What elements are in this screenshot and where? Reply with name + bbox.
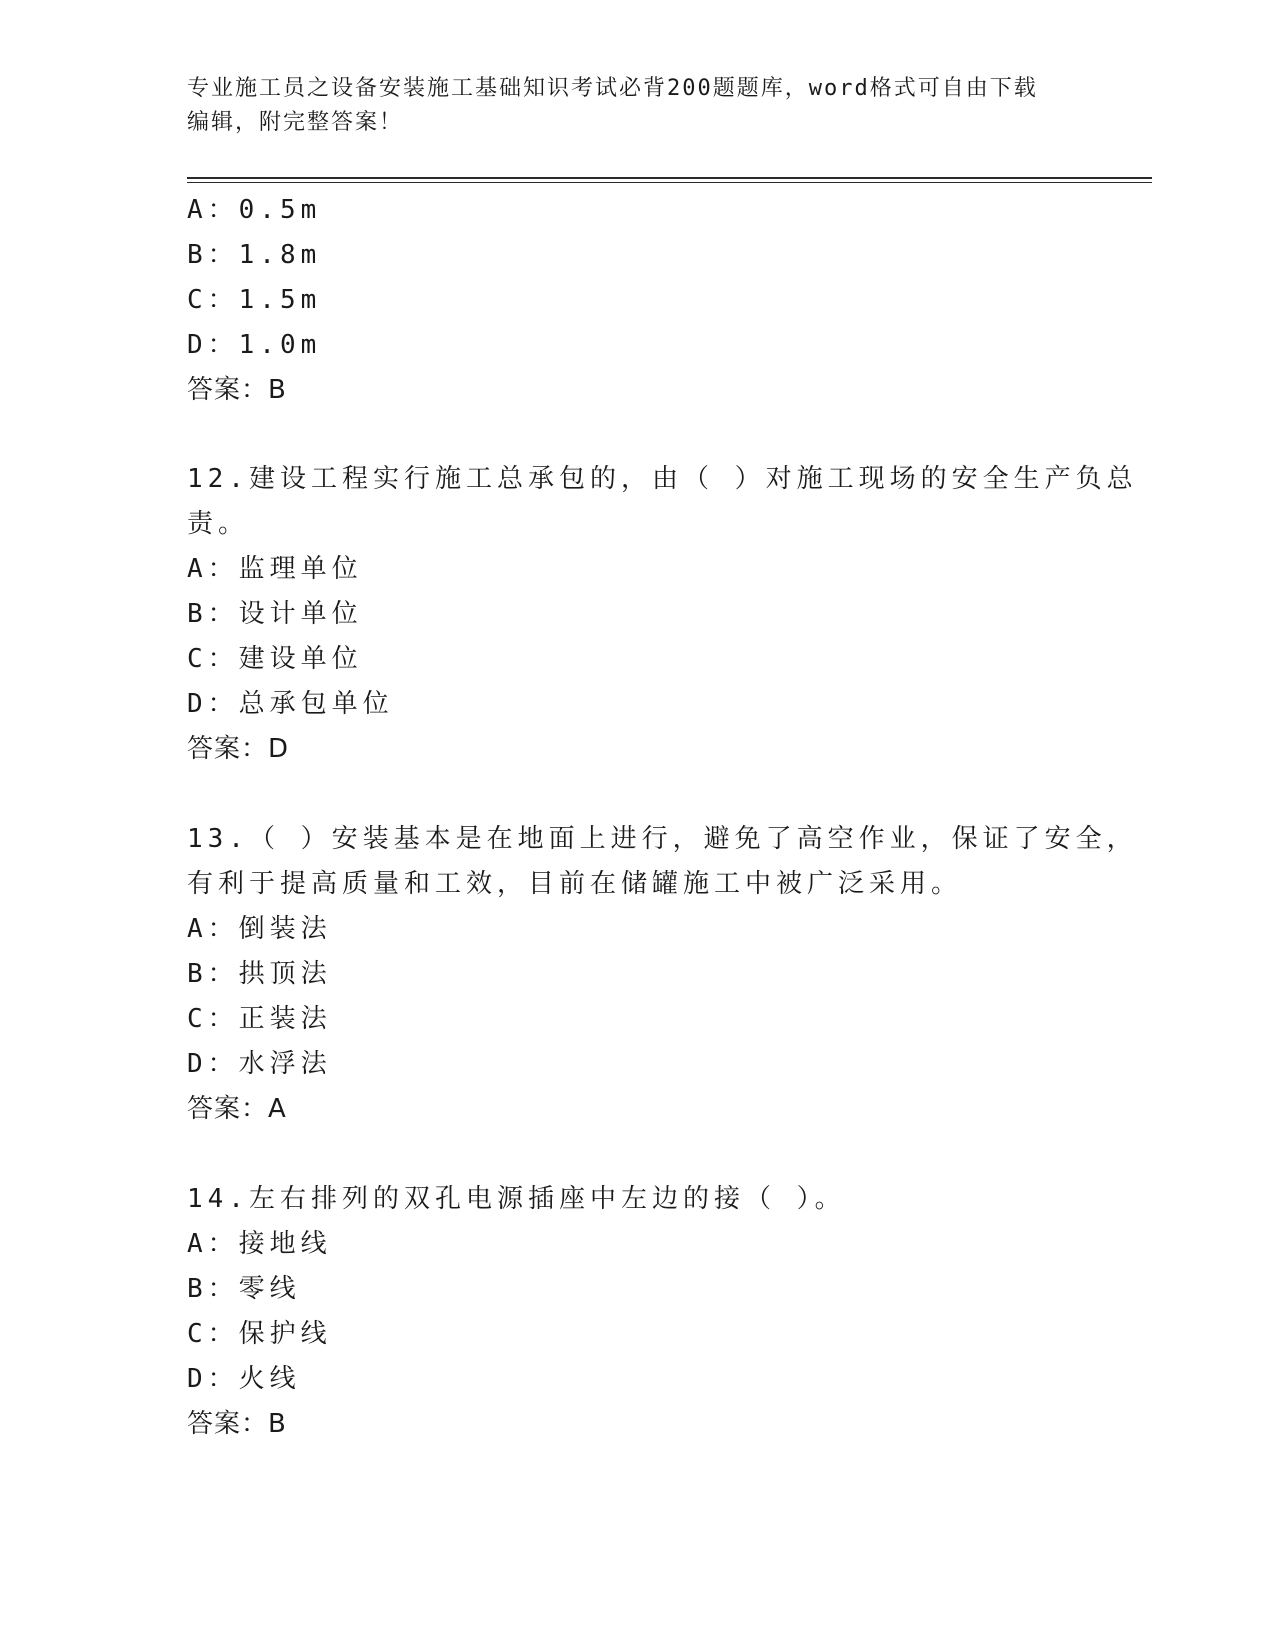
q14-option-a: A：接地线	[187, 1229, 332, 1259]
header-divider-thin	[187, 182, 1152, 183]
q13-answer: 答案：A	[187, 1094, 287, 1124]
q14-option-b: B：零线	[187, 1274, 301, 1304]
q12-stem-line-2: 责。	[187, 509, 250, 539]
q11-option-c: C：1.5m	[187, 285, 322, 315]
q14-stem-line-1: 14.左右排列的双孔电源插座中左边的接（ ）。	[187, 1184, 846, 1214]
q11-answer: 答案：B	[187, 375, 287, 405]
header-title-line-2: 编辑，附完整答案！	[187, 110, 404, 135]
q12-option-d: D：总承包单位	[187, 689, 394, 719]
q13-stem-line-2: 有利于提高质量和工效，目前在储罐施工中被广泛采用。	[187, 869, 963, 899]
q12-option-c: C：建设单位	[187, 644, 363, 674]
document-header	[187, 72, 1087, 140]
q13-option-d: D：水浮法	[187, 1049, 332, 1079]
q12-answer: 答案：D	[187, 734, 290, 764]
q12-option-b: B：设计单位	[187, 599, 363, 629]
q12-stem-line-1: 12.建设工程实行施工总承包的，由（ ）对施工现场的安全生产负总	[187, 464, 1138, 494]
header-title-line-1: 专业施工员之设备安装施工基础知识考试必背200题题库，word格式可自由下载	[187, 76, 1038, 101]
q11-option-d: D：1.0m	[187, 330, 322, 360]
q13-option-b: B：拱顶法	[187, 959, 332, 989]
q13-stem-line-1: 13.（ ）安装基本是在地面上进行，避免了高空作业，保证了安全，	[187, 824, 1138, 854]
q14-option-c: C：保护线	[187, 1319, 332, 1349]
q11-option-b: B：1.8m	[187, 240, 322, 270]
q13-option-c: C：正装法	[187, 1004, 332, 1034]
header-divider-thick	[187, 177, 1152, 179]
q14-answer: 答案：B	[187, 1409, 287, 1439]
q12-option-a: A：监理单位	[187, 554, 363, 584]
q11-option-a: A：0.5m	[187, 195, 322, 225]
q14-option-d: D：火线	[187, 1364, 301, 1394]
q13-option-a: A：倒装法	[187, 914, 332, 944]
